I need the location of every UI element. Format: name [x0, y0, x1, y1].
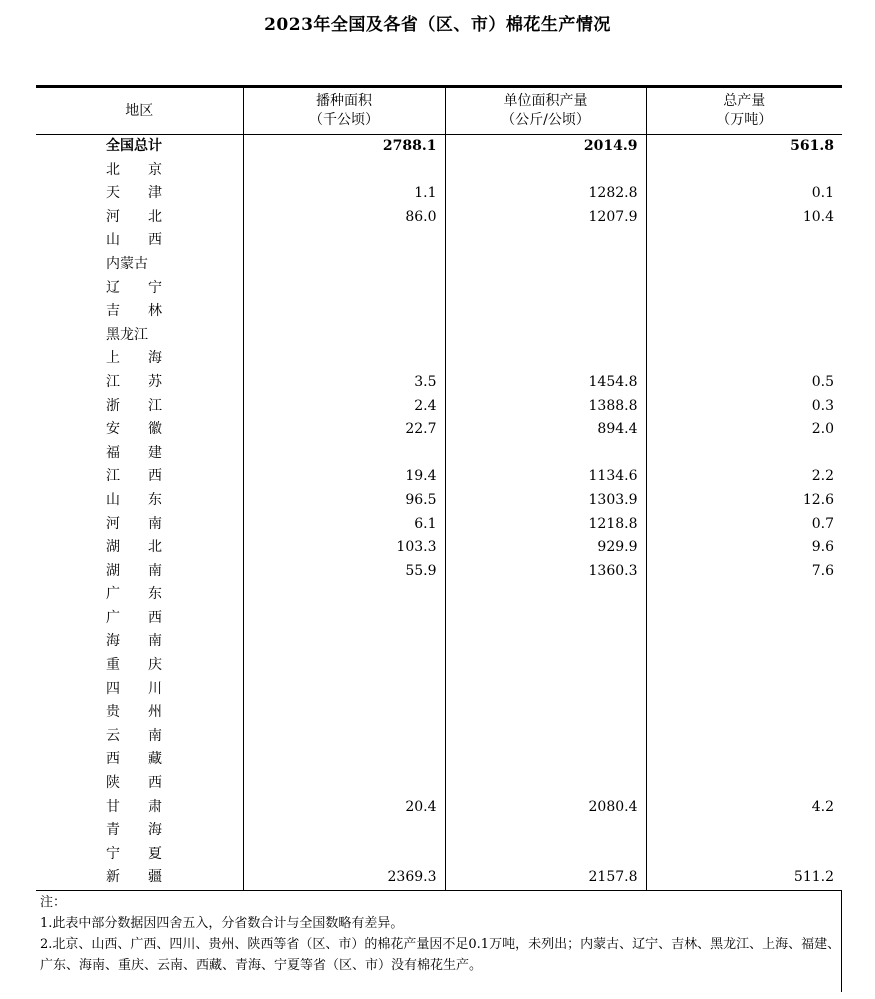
table-row [36, 300, 842, 324]
header-yield-unit: （公斤/公顷） [501, 112, 590, 128]
total-cell: 561.8 [646, 135, 842, 159]
area-cell [243, 630, 445, 654]
region-cell: 天 津 [106, 185, 162, 202]
header-row [36, 88, 842, 135]
note-2: 2.北京、山西、广西、四川、贵州、陕西等省（区、市）的棉花产量因不足0.1万吨，未列出；内蒙古、辽宁、吉林、黑龙江、上海、福建、广东、海南、重庆、云南、西藏、青海、宁夏等省（区、市）没有棉花生产。 [40, 937, 841, 973]
region-cell: 四 川 [106, 680, 162, 697]
region-cell: 山 西 [106, 232, 162, 249]
area-cell: 3.5 [243, 371, 445, 395]
table-row [36, 772, 842, 796]
table-row [36, 536, 842, 560]
yield-cell [445, 159, 646, 183]
table-row [36, 324, 842, 348]
table-row [36, 560, 842, 584]
yield-cell [445, 300, 646, 324]
yield-cell [445, 772, 646, 796]
region-cell: 海 南 [106, 633, 162, 650]
yield-cell: 929.9 [445, 536, 646, 560]
table-row [36, 678, 842, 702]
area-cell: 96.5 [243, 489, 445, 513]
area-cell [243, 159, 445, 183]
total-cell [646, 442, 842, 466]
yield-cell: 1454.8 [445, 371, 646, 395]
area-cell [243, 748, 445, 772]
region-cell: 吉 林 [106, 303, 162, 320]
region-cell: 河 南 [106, 515, 162, 532]
yield-cell [445, 583, 646, 607]
header-region: 地区 [36, 88, 243, 135]
region-cell: 辽 宁 [106, 279, 162, 296]
table-row [36, 725, 842, 749]
region-cell: 上 海 [106, 350, 162, 367]
notes-label: 注： [40, 895, 67, 910]
total-cell: 10.4 [646, 206, 842, 230]
region-cell: 河 北 [106, 208, 162, 225]
area-cell [243, 654, 445, 678]
yield-cell [445, 748, 646, 772]
region-cell: 安 徽 [106, 421, 162, 438]
total-cell: 0.7 [646, 513, 842, 537]
area-cell [243, 678, 445, 702]
total-cell [646, 300, 842, 324]
area-cell [243, 253, 445, 277]
area-cell: 86.0 [243, 206, 445, 230]
region-cell: 湖 北 [106, 539, 162, 556]
yield-cell [445, 678, 646, 702]
header-area-label: 播种面积 [316, 93, 372, 109]
region-cell: 福 建 [106, 444, 162, 461]
region-cell: 青 海 [106, 822, 162, 839]
table-row [36, 253, 842, 277]
area-cell [243, 843, 445, 867]
total-cell [646, 229, 842, 253]
area-cell [243, 277, 445, 301]
table-row [36, 395, 842, 419]
total-cell: 511.2 [646, 866, 842, 890]
yield-cell [445, 253, 646, 277]
region-cell: 广 东 [106, 586, 162, 603]
total-cell [646, 748, 842, 772]
header-yield [445, 88, 646, 135]
yield-cell [445, 725, 646, 749]
region-cell: 江 西 [106, 468, 162, 485]
yield-cell: 2157.8 [445, 866, 646, 890]
total-cell: 0.5 [646, 371, 842, 395]
area-cell [243, 347, 445, 371]
note-1: 1.此表中部分数据因四舍五入，分省数合计与全国数略有差异。 [40, 916, 404, 931]
table-row [36, 583, 842, 607]
total-cell [646, 159, 842, 183]
table-row [36, 159, 842, 183]
table-row [36, 465, 842, 489]
region-cell: 贵 州 [106, 704, 162, 721]
total-cell [646, 843, 842, 867]
table-row-national-total [36, 135, 842, 159]
total-cell [646, 725, 842, 749]
table-row [36, 182, 842, 206]
region-cell: 广 西 [106, 609, 162, 626]
total-cell [646, 772, 842, 796]
yield-cell [445, 701, 646, 725]
table-row [36, 748, 842, 772]
area-cell: 22.7 [243, 418, 445, 442]
area-cell [243, 607, 445, 631]
region-cell: 浙 江 [106, 397, 162, 414]
region-cell: 宁 夏 [106, 845, 162, 862]
area-cell [243, 701, 445, 725]
table-row [36, 796, 842, 820]
area-cell: 103.3 [243, 536, 445, 560]
area-cell [243, 819, 445, 843]
area-cell [243, 583, 445, 607]
cotton-production-table [36, 85, 842, 891]
yield-cell [445, 229, 646, 253]
table-row [36, 206, 842, 230]
yield-cell [445, 347, 646, 371]
area-cell: 20.4 [243, 796, 445, 820]
total-cell [646, 701, 842, 725]
region-cell: 陕 西 [106, 775, 162, 792]
total-cell: 2.0 [646, 418, 842, 442]
header-area [243, 88, 445, 135]
yield-cell [445, 442, 646, 466]
total-cell [646, 253, 842, 277]
yield-cell: 1303.9 [445, 489, 646, 513]
yield-cell: 894.4 [445, 418, 646, 442]
total-cell: 0.1 [646, 182, 842, 206]
yield-cell [445, 843, 646, 867]
yield-cell: 1360.3 [445, 560, 646, 584]
yield-cell [445, 819, 646, 843]
table-row [36, 347, 842, 371]
area-cell [243, 229, 445, 253]
yield-cell [445, 607, 646, 631]
area-cell: 2.4 [243, 395, 445, 419]
table-row [36, 442, 842, 466]
yield-cell [445, 277, 646, 301]
header-total-unit: （万吨） [716, 112, 773, 128]
table-row [36, 489, 842, 513]
table-row [36, 513, 842, 537]
page-title: 2023年全国及各省（区、市）棉花生产情况 [264, 15, 611, 35]
region-cell: 西 藏 [106, 751, 162, 768]
region-cell: 新 疆 [36, 866, 243, 890]
total-cell: 7.6 [646, 560, 842, 584]
region-cell: 湖 南 [106, 562, 162, 579]
table-row [36, 843, 842, 867]
area-cell [243, 442, 445, 466]
table-row [36, 607, 842, 631]
yield-cell [445, 654, 646, 678]
yield-cell: 2014.9 [445, 135, 646, 159]
total-cell [646, 347, 842, 371]
region-cell: 甘 肃 [106, 798, 162, 815]
area-cell: 1.1 [243, 182, 445, 206]
total-cell [646, 583, 842, 607]
table-row [36, 418, 842, 442]
region-cell: 山 东 [106, 491, 162, 508]
total-cell [646, 324, 842, 348]
header-yield-label: 单位面积产量 [503, 93, 588, 109]
region-cell: 黑龙江 [106, 326, 148, 343]
table-row [36, 866, 842, 890]
yield-cell: 2080.4 [445, 796, 646, 820]
area-cell [243, 324, 445, 348]
table-row [36, 630, 842, 654]
table-row [36, 277, 842, 301]
table-row [36, 819, 842, 843]
yield-cell: 1218.8 [445, 513, 646, 537]
yield-cell: 1388.8 [445, 395, 646, 419]
region-cell: 重 庆 [106, 657, 162, 674]
yield-cell [445, 324, 646, 348]
total-cell: 12.6 [646, 489, 842, 513]
header-total [646, 88, 842, 135]
area-cell: 55.9 [243, 560, 445, 584]
total-cell: 9.6 [646, 536, 842, 560]
region-cell: 北 京 [106, 161, 162, 178]
table-row [36, 701, 842, 725]
data-table [36, 85, 842, 891]
total-cell [646, 607, 842, 631]
region-cell: 江 苏 [106, 373, 162, 390]
area-cell [243, 300, 445, 324]
table-row [36, 229, 842, 253]
total-cell [646, 277, 842, 301]
total-cell: 0.3 [646, 395, 842, 419]
area-cell: 2369.3 [243, 866, 445, 890]
table-row [36, 371, 842, 395]
yield-cell: 1207.9 [445, 206, 646, 230]
total-cell [646, 630, 842, 654]
yield-cell: 1282.8 [445, 182, 646, 206]
area-cell: 19.4 [243, 465, 445, 489]
table-row [36, 654, 842, 678]
region-cell: 全国总计 [106, 138, 162, 154]
notes-section [36, 890, 842, 992]
total-cell [646, 654, 842, 678]
yield-cell [445, 630, 646, 654]
total-cell [646, 678, 842, 702]
area-cell [243, 772, 445, 796]
total-cell [646, 819, 842, 843]
header-area-unit: （千公顷） [309, 112, 379, 128]
region-cell: 云 南 [106, 727, 162, 744]
area-cell [243, 725, 445, 749]
header-total-label: 总产量 [723, 93, 766, 109]
total-cell: 2.2 [646, 465, 842, 489]
region-cell: 内蒙古 [106, 255, 148, 272]
total-cell: 4.2 [646, 796, 842, 820]
yield-cell: 1134.6 [445, 465, 646, 489]
area-cell: 2788.1 [243, 135, 445, 159]
area-cell: 6.1 [243, 513, 445, 537]
table-body [36, 135, 842, 891]
